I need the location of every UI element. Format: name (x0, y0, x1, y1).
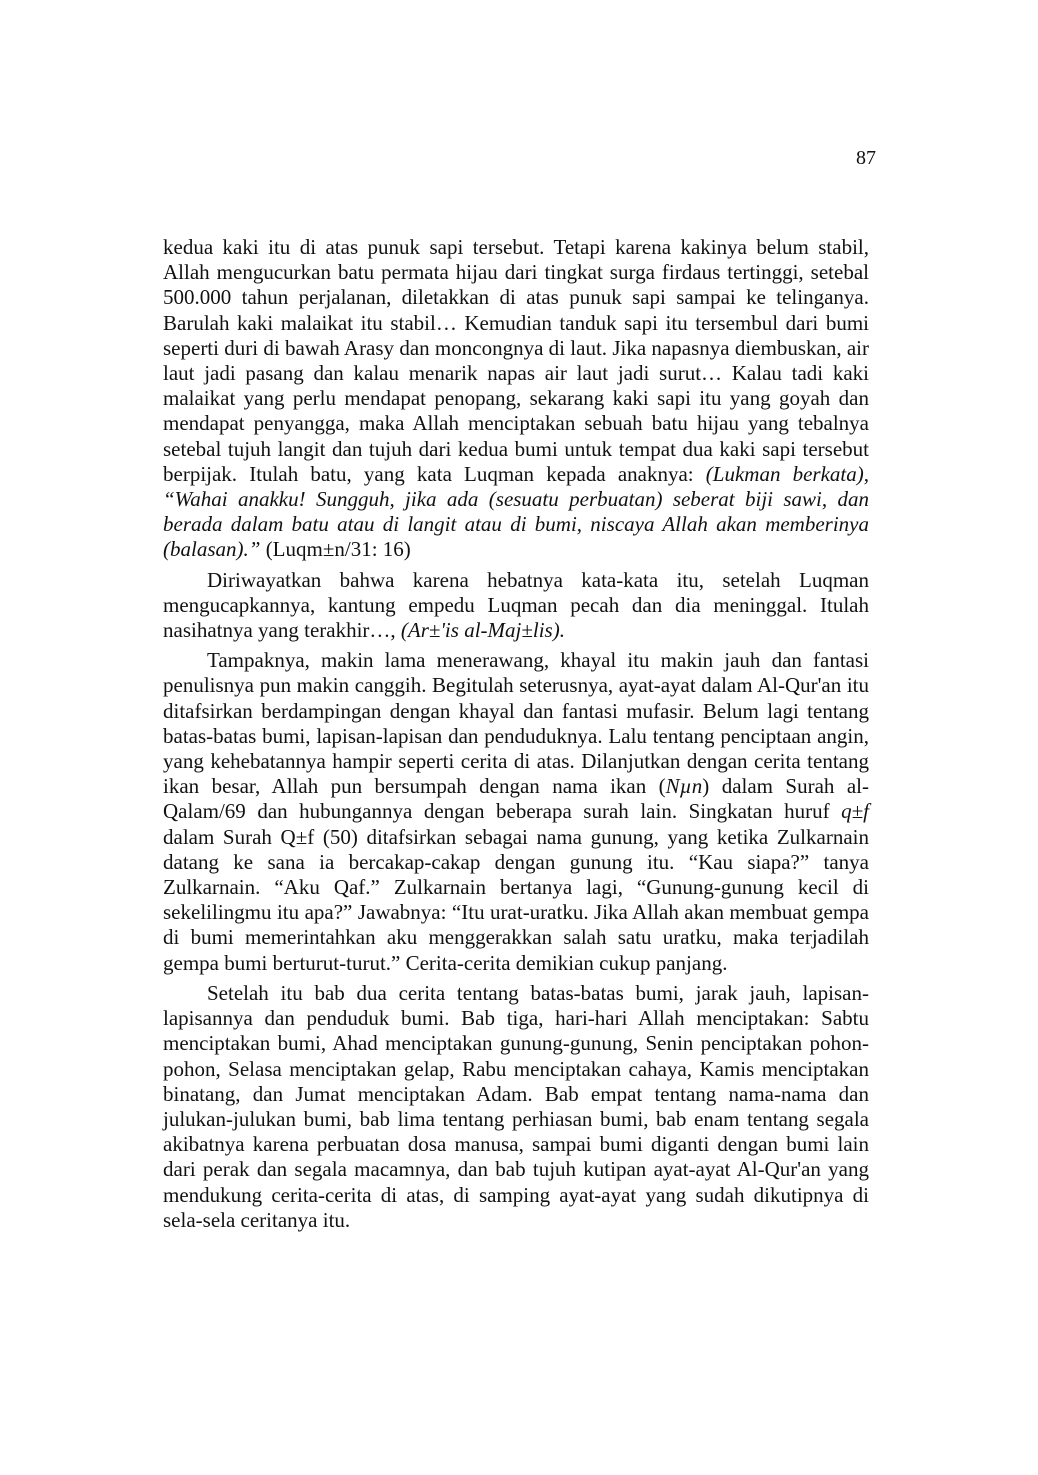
page-number: 87 (856, 147, 876, 169)
text-segment: Setelah itu bab dua cerita tentang batas-batas bumi, jarak jauh, lapisan-lapisannya dan penduduk bumi. Bab tiga, hari-hari Allah menciptakan: Sabtu menciptakan bumi, Ahad menciptakan gunung-gunung, Senin penciptakan pohon-pohon, Selasa menciptakan gelap, Rabu menciptakan cahaya, Kamis menciptakan binatang, dan Jumat menciptakan Adam. Bab empat tentang nama-nama dan julukan-julukan bumi, bab lima tentang perhiasan bumi, bab enam tentang segala akibatnya karena perbuatan dosa manusa, sampai bumi diganti dengan bumi lain dari perak dan segala macamnya, dan bab tujuh kutipan ayat-ayat Al-Qur'an yang mendukung cerita-cerita di atas, di samping ayat-ayat yang sudah dikutipnya di sela-sela ceritanya itu. (163, 980, 869, 1232)
text-segment: Tampaknya, makin lama menerawang, khayal itu makin jauh dan fantasi penulisnya pun makin canggih. Begitulah seterusnya, ayat-ayat dalam Al-Qur'an itu ditafsirkan berdampingan dengan khayal dan fantasi mufasir. Belum lagi tentang batas-batas bumi, lapisan-lapisan dan penduduknya. Lalu tentang penciptaan angin, yang kehebatannya hampir seperti cerita di atas. Dilanjutkan dengan cerita tentang ikan besar, Allah pun bersumpah dengan nama ikan ( (163, 648, 869, 799)
paragraph-4 (163, 981, 869, 1233)
text-segment: kedua kaki itu di atas punuk sapi tersebut. Tetapi karena kakinya belum stabil, Allah mengucurkan batu permata hijau dari tingkat surga firdaus tertinggi, setebal 500.000 tahun perjalanan, diletakkan di atas punuk sapi sampai ke telinganya. Barulah kaki malaikat itu stabil… Kemudian tanduk sapi itu tersembul dari bumi seperti duri di bawah Arasy dan moncongnya di laut. Jika napasnya diembuskan, air laut jadi pasang dan kalau menarik napas air laut jadi surut… Kalau tadi kaki malaikat yang perlu mendapat penopang, sekarang kaki sapi itu yang goyah dan mendapat penyangga, maka Allah menciptakan sebuah batu hijau yang tebalnya setebal tujuh langit dan tujuh dari kedua bumi untuk tempat dua kaki sapi tersebut berpijak. Itulah batu, yang kata Luqman kepada anaknya: (163, 235, 869, 486)
paragraph-3 (163, 648, 869, 976)
source-citation-italic: (Ar±'is al-Maj±lis). (400, 618, 565, 643)
term-italic: Nµn (665, 774, 703, 799)
text-segment: ) dalam Surah al-Qalam/69 dan hubungannya dengan beberapa surah lain. Singkatan huruf (163, 774, 869, 824)
quran-translation-italic: (Lukman berkata), “Wahai anakku! Sungguh, jika ada (sesuatu perbuatan) seberat biji sawi, dan berada dalam batu atau di langit atau di bumi, niscaya Allah akan memberinya (balasan).” (163, 461, 869, 562)
text-segment: dalam Surah Q±f (50) ditafsirkan sebagai nama gunung, yang ketika Zulkarnain datang ke sana ia bercakap-cakap dengan gunung itu. “Kau siapa?” tanya Zulkarnain. “Aku Qaf.” Zulkarnain bertanya lagi, “Gunung-gunung kecil di sekelilingmu itu apa?” Jawabnya: “Itu urat-uratku. Jika Allah akan membuat gempa di bumi memerintahkan aku menggerakkan salah satu uratku, maka terjadilah gempa bumi berturut-turut.” Cerita-cerita demikian cukup panjang. (163, 824, 869, 975)
body-text (163, 235, 869, 1233)
term-italic: q±f (841, 799, 869, 824)
paragraph-2 (163, 568, 869, 644)
verse-reference: (Luqm±n/31: 16) (260, 537, 411, 562)
text-segment: Diriwayatkan bahwa karena hebatnya kata-kata itu, setelah Luqman mengucapkannya, kantung empedu Luqman pecah dan dia meninggal. Itulah nasihatnya yang terakhir…, (163, 567, 869, 643)
paragraph-1 (163, 235, 869, 563)
